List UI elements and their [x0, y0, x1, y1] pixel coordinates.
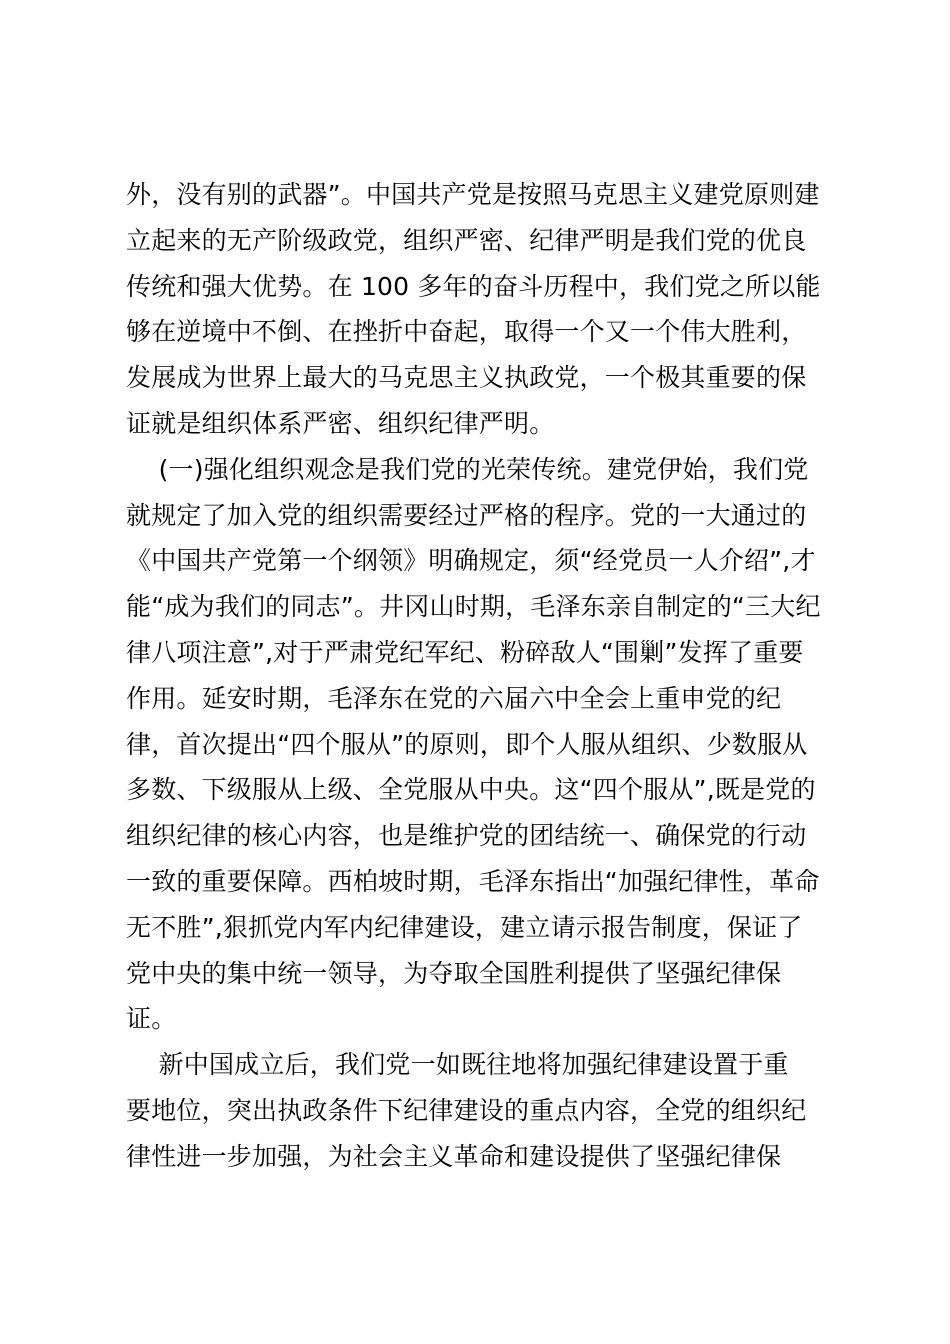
- text-line: 组织纪律的核心内容，也是维护党的团结统一、确保党的行动: [126, 821, 807, 851]
- body-text: [126, 172, 836, 1180]
- text-line: 够在逆境中不倒、在挫折中奋起，取得一个又一个伟大胜利，: [126, 317, 807, 347]
- text-line: 党中央的集中统一领导，为夺取全国胜利提供了坚强纪律保: [126, 958, 782, 988]
- text-line: 多数、下级服从上级、全党服从中央。这“四个服从”,既是党的: [126, 775, 816, 805]
- text-line: 一致的重要保障。西柏坡时期，毛泽东指出“加强纪律性，革命: [126, 866, 820, 896]
- text-line: 律性进一步加强，为社会主义革命和建设提供了坚强纪律保: [126, 1141, 782, 1171]
- text-line: 传统和强大优势。在 100 多年的奋斗历程中，我们党之所以能: [126, 271, 821, 301]
- text-line: 无不胜”,狠抓党内军内纪律建设，建立请示报告制度，保证了: [126, 912, 803, 942]
- text-line: 作用。延安时期，毛泽东在党的六届六中全会上重申党的纪: [126, 683, 782, 713]
- text-line: 外，没有别的武器”。中国共产党是按照马克思主义建党原则建: [126, 180, 820, 209]
- text-line: 律八项注意”,对于严肃党纪军纪、粉碎敌人“围剿”发挥了重要: [126, 637, 804, 667]
- text-line: 要地位，突出执政条件下纪律建设的重点内容，全党的组织纪: [126, 1095, 807, 1125]
- text-line: 立起来的无产阶级政党，组织严密、纪律严明是我们党的优良: [126, 225, 807, 255]
- text-line: 发展成为世界上最大的马克思主义执政党，一个极其重要的保: [126, 363, 807, 393]
- text-line: 新中国成立后，我们党一如既往地将加强纪律建设置于重: [126, 1050, 789, 1080]
- text-line: 证就是组织体系严密、组织纪律严明。: [126, 408, 555, 438]
- text-line: 《中国共产党第一个纲领》明确规定，须“经党员一人介绍”,才: [126, 546, 816, 576]
- text-line: 能“成为我们的同志”。井冈山时期，毛泽东亲自制定的“三大纪: [126, 592, 821, 622]
- text-line: (一)强化组织观念是我们党的光荣传统。建党伊始，我们党: [126, 454, 809, 484]
- text-line: 律，首次提出“四个服从”的原则，即个人服从组织、少数服从: [126, 729, 808, 759]
- text-line: 证。: [126, 1004, 177, 1034]
- text-line: 就规定了加入党的组织需要经过严格的程序。党的一大通过的: [126, 500, 807, 530]
